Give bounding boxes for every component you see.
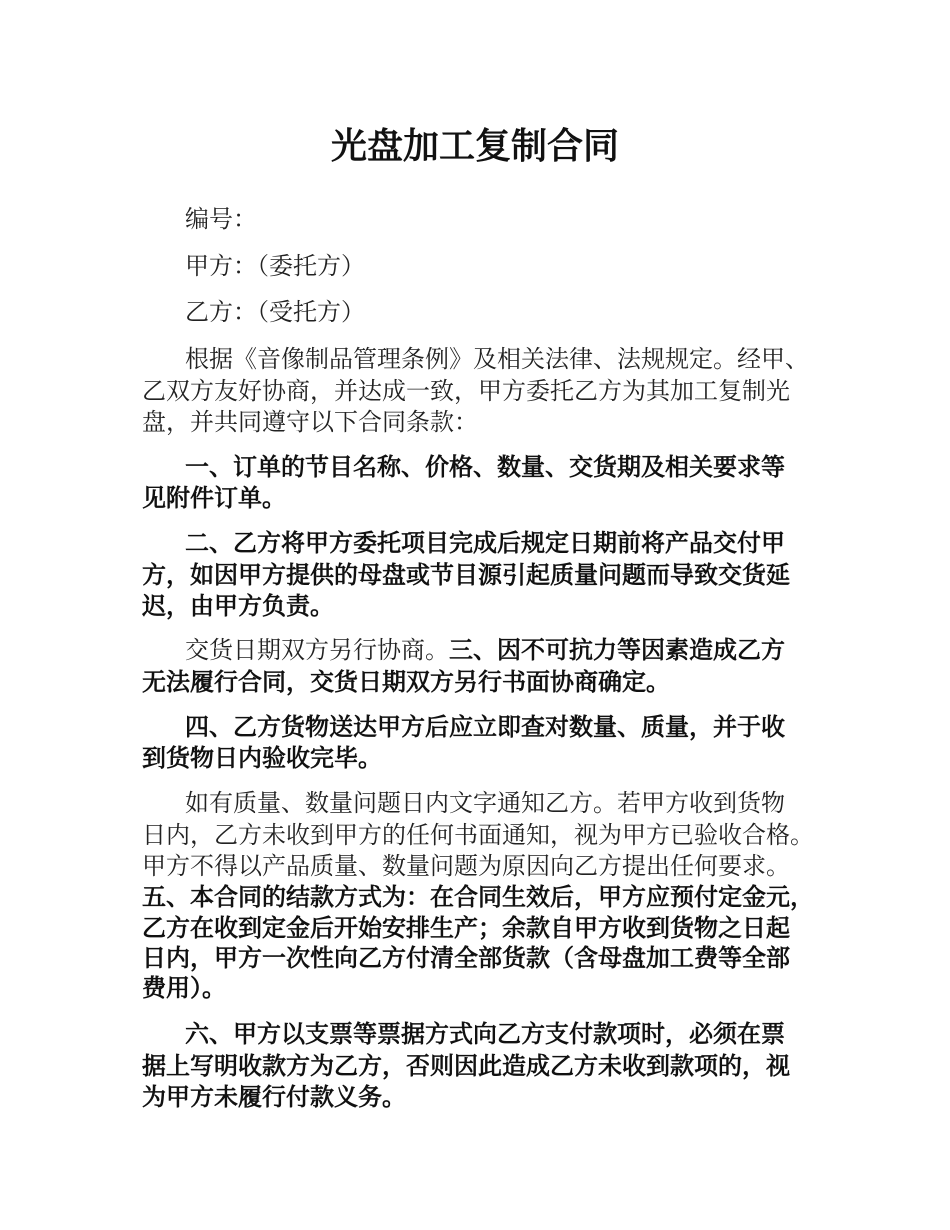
clause-6-line: 六、甲方以支票等票据方式向乙方支付款项时，必须在票 (185, 1020, 785, 1048)
intro-paragraph-line: 根据《音像制品管理条例》及相关法律、法规规定。经甲、 (185, 345, 809, 373)
acceptance-line: 日内，乙方未收到甲方的任何书面通知，视为甲方已验收合格。 (142, 821, 814, 849)
acceptance-line: 如有质量、数量问题日内文字通知乙方。若甲方收到货物 (185, 789, 785, 817)
acceptance-line: 甲方不得以产品质量、数量问题为原因向乙方提出任何要求。 (142, 852, 790, 880)
clause-4-line: 到货物日内验收完毕。 (142, 744, 382, 772)
clause-5-line: 五、本合同的结款方式为：在合同生效后，甲方应预付定金元， (142, 883, 814, 911)
clause-6-line: 为甲方未履行付款义务。 (142, 1083, 406, 1111)
clause-3-line: 无法履行合同，交货日期双方另行书面协商确定。 (142, 668, 670, 696)
clause-5-line: 费用）。 (142, 974, 226, 1002)
clause-1-line: 见附件订单。 (142, 484, 286, 512)
clause-3-line (142, 634, 885, 666)
delivery-note: 交货日期双方另行协商。 (185, 636, 449, 664)
clause-3-heading: 三、因不可抗力等因素造成乙方 (449, 636, 785, 664)
party-a-field: 甲方：（委托方） (185, 252, 365, 280)
clause-5-line: 乙方在收到定金后开始安排生产；余款自甲方收到货物之日起 (142, 914, 790, 942)
contract-number-field: 编号： (185, 205, 257, 233)
clause-2-line: 二、乙方将甲方委托项目完成后规定日期前将产品交付甲 (185, 529, 785, 557)
clause-1-line: 一、订单的节目名称、价格、数量、交货期及相关要求等 (185, 453, 785, 481)
clause-2-line: 方，如因甲方提供的母盘或节目源引起质量问题而导致交货延 (142, 561, 790, 589)
page-title: 光盘加工复制合同 (330, 126, 619, 167)
party-b-field: 乙方：（受托方） (185, 298, 365, 326)
clause-4-line: 四、乙方货物送达甲方后应立即查对数量、质量，并于收 (185, 713, 785, 741)
intro-paragraph-line: 乙双方友好协商，并达成一致，甲方委托乙方为其加工复制光 (142, 377, 790, 405)
clause-6-line: 据上写明收款方为乙方，否则因此造成乙方未收到款项的，视 (142, 1052, 790, 1080)
intro-paragraph-line: 盘，并共同遵守以下合同条款： (142, 408, 478, 436)
clause-2-line: 迟，由甲方负责。 (142, 592, 334, 620)
clause-5-line: 日内，甲方一次性向乙方付清全部货款（含母盘加工费等全部 (142, 944, 790, 972)
